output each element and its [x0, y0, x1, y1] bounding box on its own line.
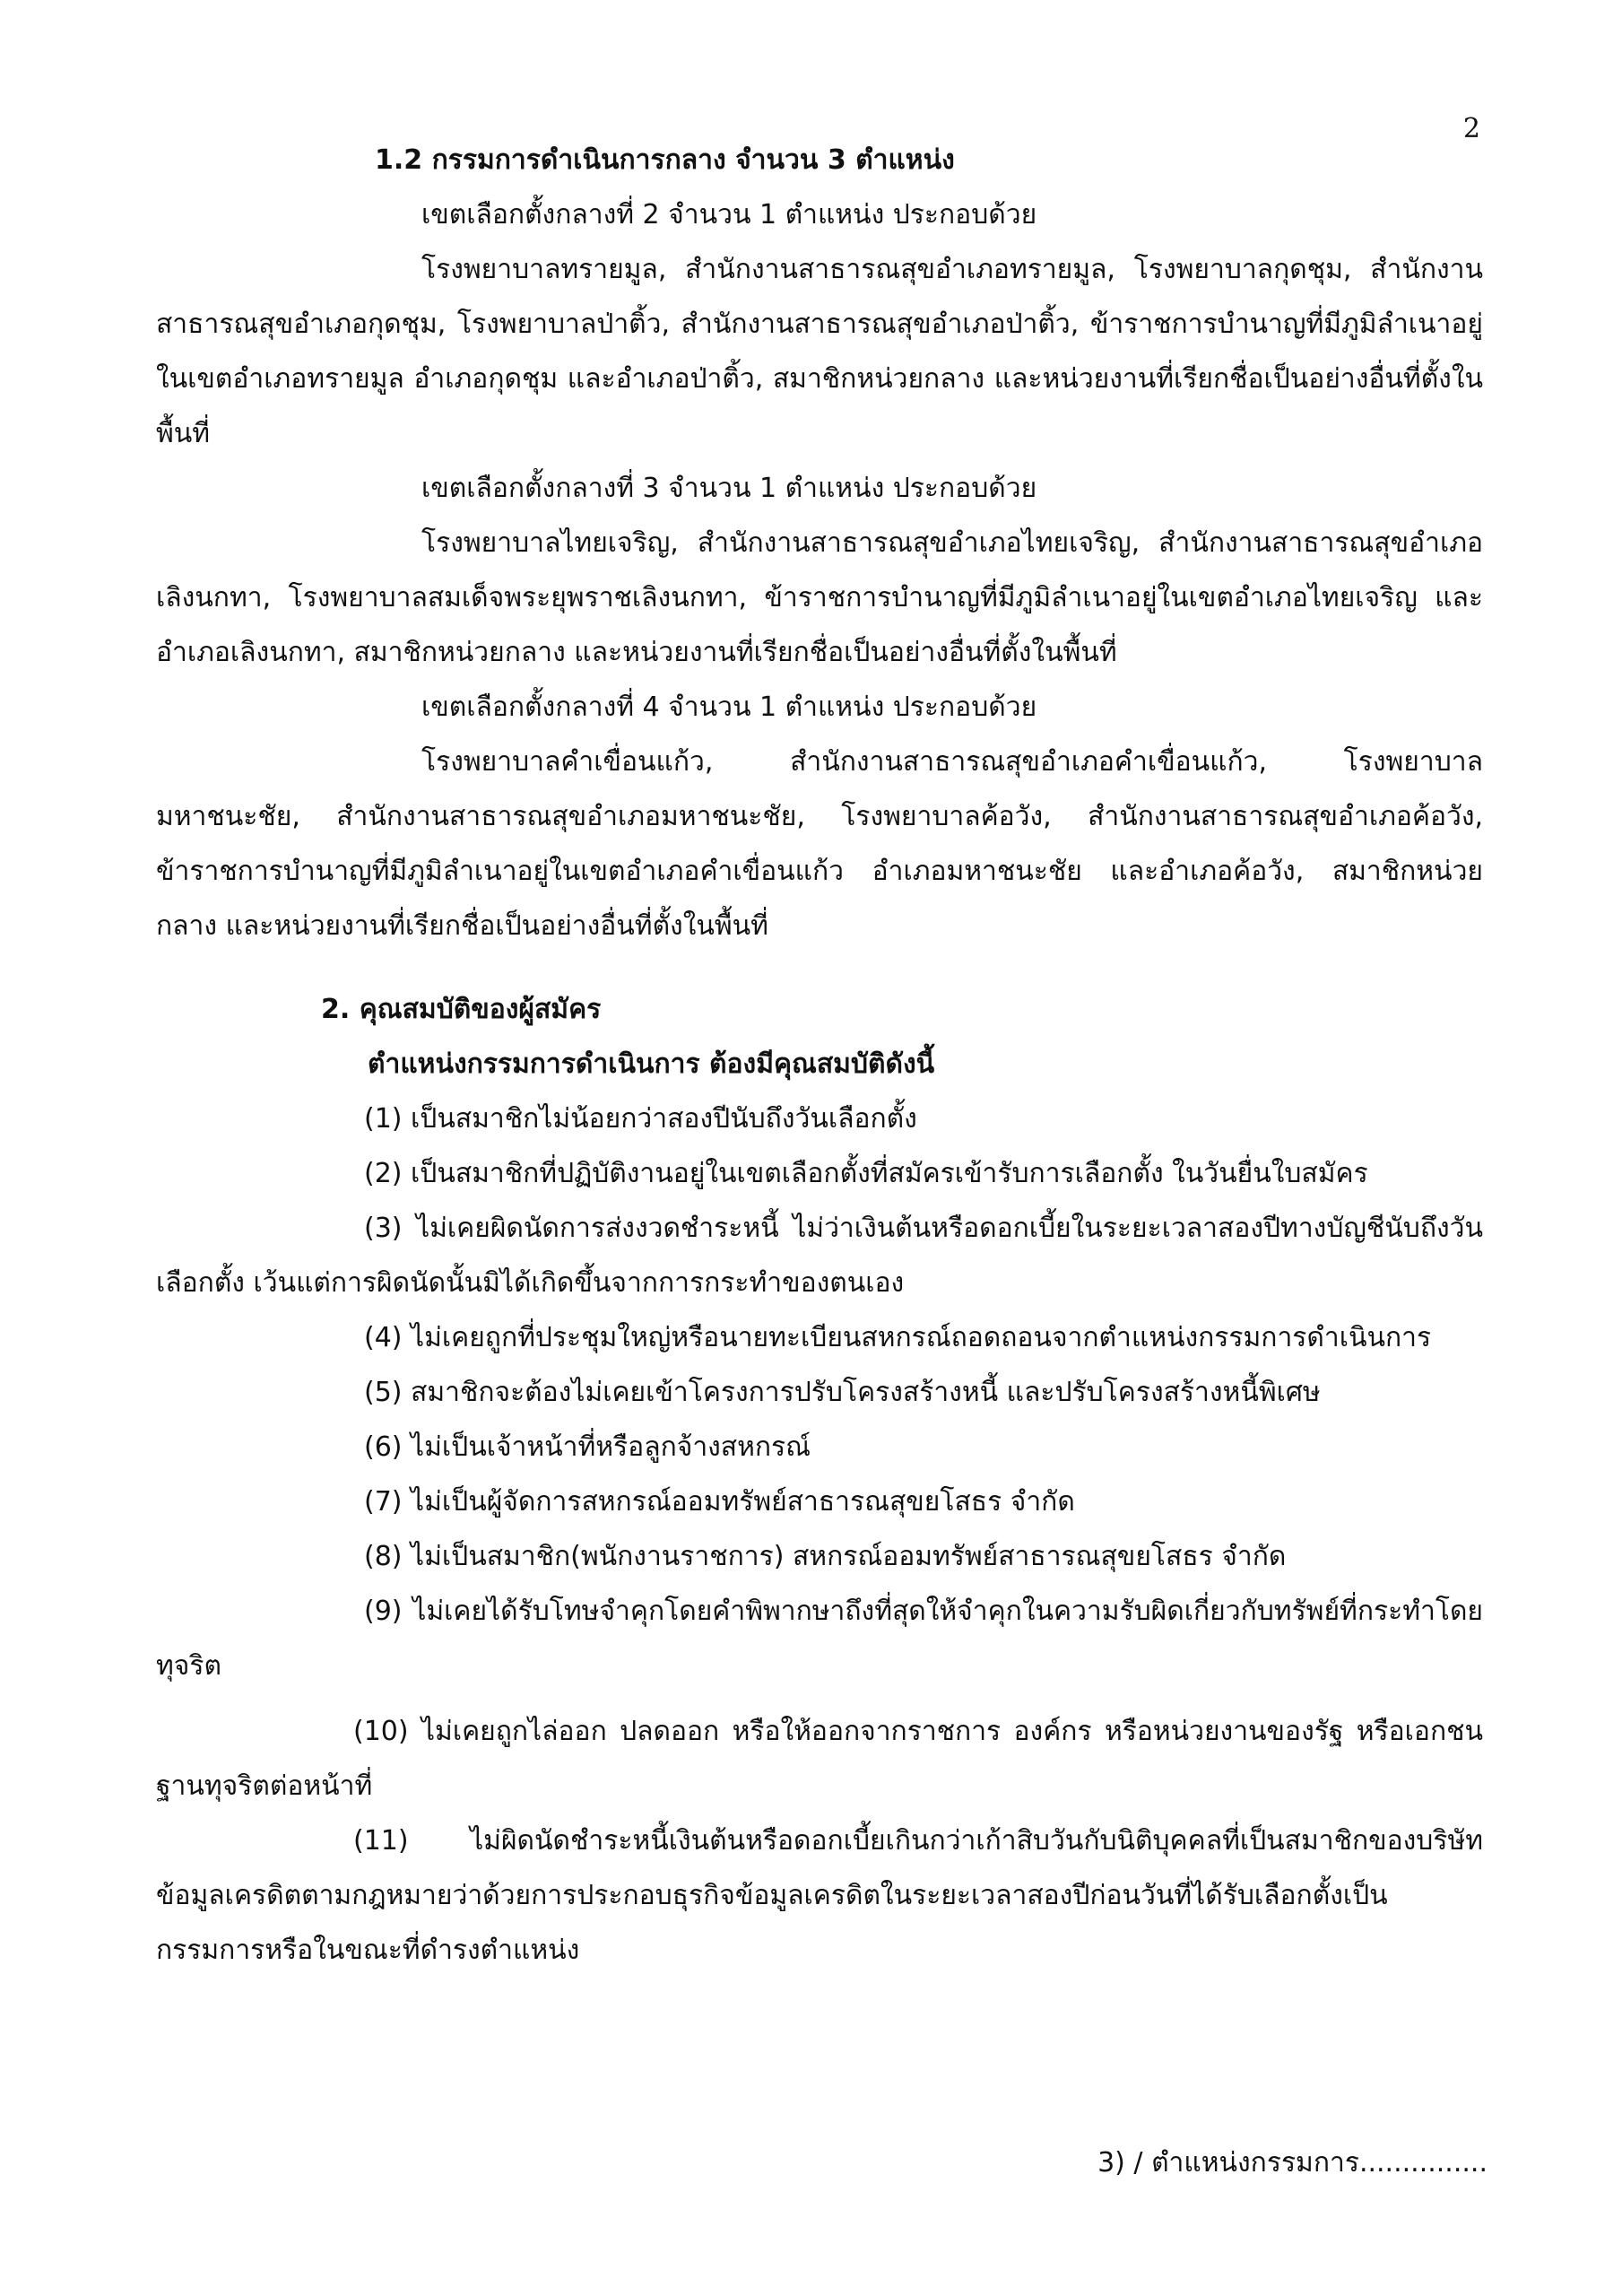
district-4-body: โรงพยาบาลคำเขื่อนแก้ว, สำนักงานสาธารณสุขอำเภอคำเขื่อนแก้ว, โรงพยาบาลมหาชนะชัย, สำนักงานสาธารณสุขอำเภอมหาชนะชัย, โรงพยาบาลค้อวัง, สำนักงานสาธารณสุขอำเภอค้อวัง, ข้าราชการบำนาญที่มีภูมิลำเนาอยู่ในเขตอำเภอคำเขื่อนแก้ว อำเภอมหาชนะชัย และอำเภอค้อวัง, สมาชิกหน่วยกลาง และหน่วยงานที่เรียกชื่อเป็นอย่างอื่นที่ตั้งในพื้นที่	[156, 746, 1483, 942]
document-body	[156, 133, 1483, 1978]
qualification-item-10: (10) ไม่เคยถูกไล่ออก ปลดออก หรือให้ออกจากราชการ องค์กร หรือหน่วยงานของรัฐ หรือเอกชนฐานทุจริตต่อหน้าที่	[156, 1716, 1483, 1802]
qualification-item-6: (6) ไม่เป็นเจ้าหน้าที่หรือลูกจ้างสหกรณ์	[364, 1431, 811, 1463]
qualification-item-3: (3) ไม่เคยผิดนัดการส่งงวดชำระหนี้ ไม่ว่าเงินต้นหรือดอกเบี้ยในระยะเวลาสองปีทางบัญชีนับถึงวันเลือกตั้ง เว้นแต่การผิดนัดนั้นมิได้เกิดขึ้นจากการกระทำของตนเอง	[156, 1213, 1483, 1299]
qualification-item-11: (11) ไม่ผิดนัดชำระหนี้เงินต้นหรือดอกเบี้ยเกินกว่าเก้าสิบวันกับนิติบุคคลที่เป็นสมาชิกของบริษัทข้อมูลเครดิตตามกฎหมายว่าด้วยการประกอบธุรกิจข้อมูลเครดิตในระยะเวลาสองปีก่อนวันที่ได้รับเลือกตั้งเป็นกรรมการหรือในขณะที่ดำรงตำแหน่ง	[156, 1825, 1483, 1966]
district-3-body: โรงพยาบาลไทยเจริญ, สำนักงานสาธารณสุขอำเภอไทยเจริญ, สำนักงานสาธารณสุขอำเภอเลิงนกทา, โรงพยาบาลสมเด็จพระยุพราชเลิงนกทา, ข้าราชการบำนาญที่มีภูมิลำเนาอยู่ในเขตอำเภอไทยเจริญ และอำเภอเลิงนกทา, สมาชิกหน่วยกลาง และหน่วยงานที่เรียกชื่อเป็นอย่างอื่นที่ตั้งในพื้นที่	[156, 527, 1483, 668]
district-2-body: โรงพยาบาลทรายมูล, สำนักงานสาธารณสุขอำเภอทรายมูล, โรงพยาบาลกุดชุม, สำนักงานสาธารณสุขอำเภอกุดชุม, โรงพยาบาลป่าติ้ว, สำนักงานสาธารณสุขอำเภอป่าติ้ว, ข้าราชการบำนาญที่มีภูมิลำเนาอยู่ในเขตอำเภอทรายมูล อำเภอกุดชุม และอำเภอป่าติ้ว, สมาชิกหน่วยกลาง และหน่วยงานที่เรียกชื่อเป็นอย่างอื่นที่ตั้งในพื้นที่	[156, 254, 1483, 449]
district-2-title: เขตเลือกตั้งกลางที่ 2 จำนวน 1 ตำแหน่ง ประกอบด้วย	[421, 199, 1037, 230]
district-3-title: เขตเลือกตั้งกลางที่ 3 จำนวน 1 ตำแหน่ง ประกอบด้วย	[421, 473, 1037, 504]
qualification-item-9: (9) ไม่เคยได้รับโทษจำคุกโดยคำพิพากษาถึงที่สุดให้จำคุกในความรับผิดเกี่ยวกับทรัพย์ที่กระทำโดยทุจริต	[156, 1596, 1483, 1682]
qualification-item-1: (1) เป็นสมาชิกไม่น้อยกว่าสองปีนับถึงวันเลือกตั้ง	[364, 1103, 917, 1135]
section-1-2-heading: 1.2 กรรมการดำเนินการกลาง จำนวน 3 ตำแหน่ง	[375, 144, 955, 176]
continuation-note: 3) / ตำแหน่งกรรมการ...............	[1097, 2147, 1488, 2179]
qualification-item-4: (4) ไม่เคยถูกที่ประชุมใหญ่หรือนายทะเบียนสหกรณ์ถอดถอนจากตำแหน่งกรรมการดำเนินการ	[364, 1322, 1432, 1353]
qualification-item-5: (5) สมาชิกจะต้องไม่เคยเข้าโครงการปรับโครงสร้างหนี้ และปรับโครงสร้างหนี้พิเศษ	[364, 1377, 1321, 1408]
page-number: 2	[1462, 113, 1480, 144]
qualification-item-7: (7) ไม่เป็นผู้จัดการสหกรณ์ออมทรัพย์สาธารณสุขยโสธร จำกัด	[364, 1486, 1075, 1518]
section-2-subheading: ตำแหน่งกรรมการดำเนินการ ต้องมีคุณสมบัติดังนี้	[368, 1048, 935, 1080]
section-2-heading: 2. คุณสมบัติของผู้สมัคร	[321, 994, 602, 1025]
district-4-title: เขตเลือกตั้งกลางที่ 4 จำนวน 1 ตำแหน่ง ประกอบด้วย	[421, 691, 1037, 723]
qualification-item-2: (2) เป็นสมาชิกที่ปฏิบัติงานอยู่ในเขตเลือกตั้งที่สมัครเข้ารับการเลือกตั้ง ในวันยื่นใบสมัคร	[364, 1158, 1368, 1189]
qualification-item-8: (8) ไม่เป็นสมาชิก(พนักงานราชการ) สหกรณ์ออมทรัพย์สาธารณสุขยโสธร จำกัด	[364, 1541, 1287, 1572]
